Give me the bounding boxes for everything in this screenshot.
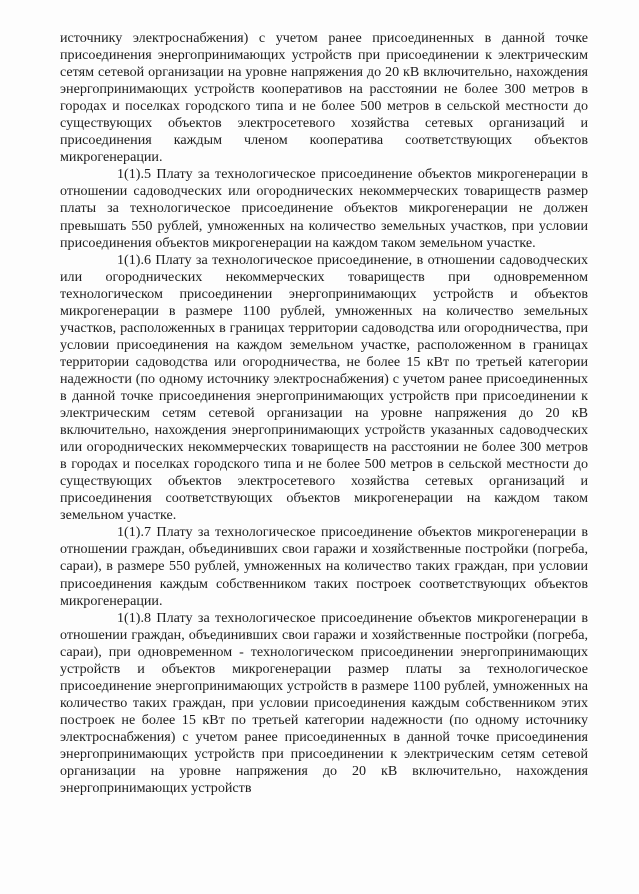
paragraph-1-1-6: 1(1).6 Плату за технологическое присоединение, в отношении садоводческих или огороднических некоммерческих товариществ при одновременном технологическом присоединении энергопринимающих устройств и объектов микрогенерации в размере 1100 рублей, умноженных на количество земельных участков, расположенных в границах территории садоводства или огородничества, при условии присоединения на каждом земельном участке, расположенном в границах территории садоводства или огородничества, не более 15 кВт по третьей категории надежности (по одному источнику электроснабжения) с учетом ранее присоединенных в данной точке присоединения энергопринимающих устройств при присоединении к электрическим сетям сетевой организации на уровне напряжения до 20 кВ включительно, нахождения энергопринимающих устройств указанных садоводческих или огороднических некоммерческих товариществ на расстоянии не более 300 метров в городах и поселках городского типа и не более 500 метров в сельской местности до существующих объектов электросетевого хозяйства сетевых организаций и присоединения соответствующих объектов микрогенерации на каждом таком земельном участке. (60, 251, 588, 524)
document-body (60, 30, 588, 797)
paragraph-1-1-7: 1(1).7 Плату за технологическое присоединение объектов микрогенерации в отношении граждан, объединивших свои гаражи и хозяйственные постройки (погреба, сараи), в размере 550 рублей, умноженных на количество таких граждан, при условии присоединения каждым собственником таких построек соответствующих объектов микрогенерации. (60, 524, 588, 609)
paragraph-continued: источнику электроснабжения) с учетом ранее присоединенных в данной точке присоединения энергопринимающих устройств при присоединении к электрическим сетям сетевой организации на уровне напряжения до 20 кВ включительно, нахождения энергопринимающих устройств кооперативов на расстоянии не более 300 метров в городах и поселках городского типа и не более 500 метров в сельской местности до существующих объектов электросетевого хозяйства сетевых организаций и присоединения каждым членом кооператива соответствующих объектов микрогенерации. (60, 30, 588, 166)
paragraph-1-1-8: 1(1).8 Плату за технологическое присоединение объектов микрогенерации в отношении граждан, объединивших свои гаражи и хозяйственные постройки (погреба, сараи), при одновременном - технологическом присоединении энергопринимающих устройств и объектов микрогенерации размер платы за технологическое присоединение энергопринимающих устройств в размере 1100 рублей, умноженных на количество таких граждан, при условии присоединения каждым собственником этих построек не более 15 кВт по третьей категории надежности (по одному источнику электроснабжения) с учетом ранее присоединенных в данной точке присоединения энергопринимающих устройств при присоединении к электрическим сетям сетевой организации на уровне напряжения до 20 кВ включительно, нахождения энергопринимающих устройств (60, 609, 588, 797)
paragraph-1-1-5: 1(1).5 Плату за технологическое присоединение объектов микрогенерации в отношении садоводческих или огороднических некоммерческих товариществ размер платы за технологическое присоединение объектов микрогенерации не должен превышать 550 рублей, умноженных на количество земельных участков, при условии присоединения объектов микрогенерации на каждом таком земельном участке. (60, 166, 588, 251)
